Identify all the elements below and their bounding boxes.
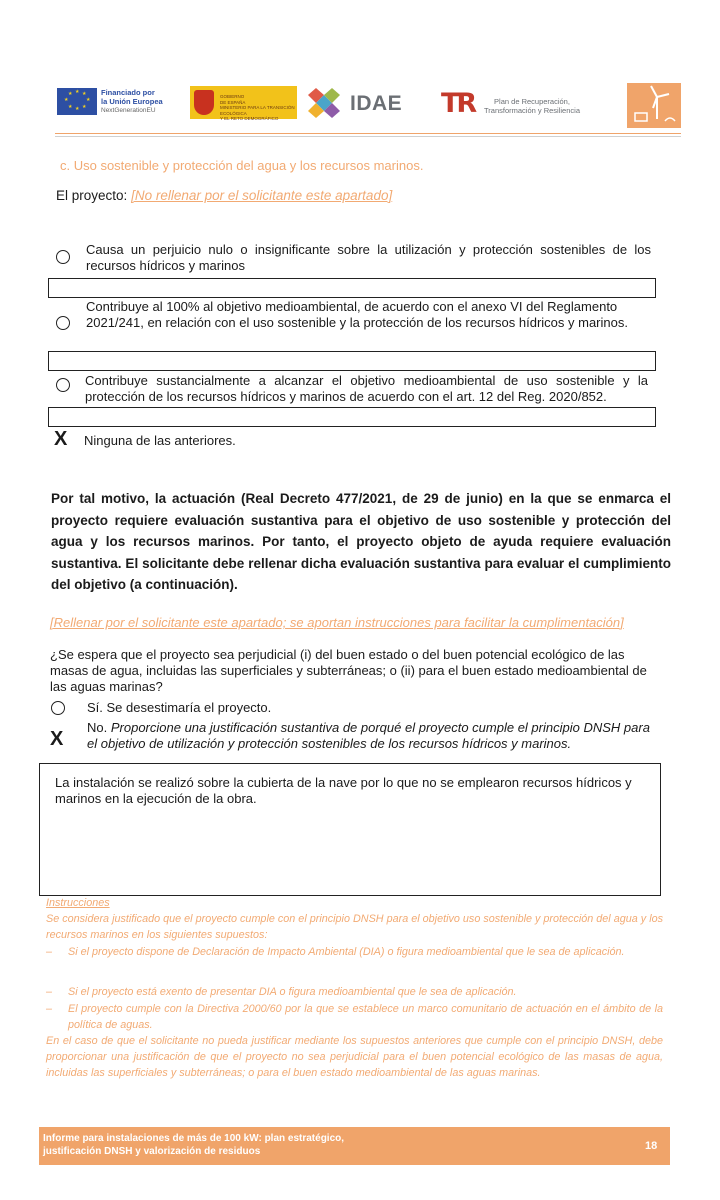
question-si-radio[interactable] — [51, 701, 65, 715]
evaluation-required-paragraph: Por tal motivo, la actuación (Real Decreto 477/2021, de 29 de junio) en la que se enmarca el proyecto requiere evaluación sustantiva para el objetivo de uso sostenible y protección del agua y los recursos marinos. Por tanto, el proyecto objeto de ayuda requiere evaluación sustantiva. El solicitante debe rellenar dicha evaluación sustantiva para evaluar el cumplimiento del objetivo (a continuación). — [51, 491, 671, 592]
instructions-bullet-2: – — [46, 986, 53, 998]
header-divider-secondary — [55, 136, 681, 137]
option-2-field[interactable] — [48, 351, 656, 371]
instructions-bullet-1: – — [46, 946, 53, 958]
idae-logo-text: IDAE — [350, 92, 403, 115]
question-text: ¿Se espera que el proyecto sea perjudicial (i) del buen estado o del buen potencial ecológico de las masas de agua, incluidas las superficiales y subterráneas; o (ii) para el buen estado medioambiental de las aguas marinas? — [50, 647, 647, 694]
instructions-item-3: El proyecto cumple con la Directiva 2000/60 por la que se establece un marco comunitario de actuación en el ámbito de la política de aguas. — [68, 1003, 663, 1031]
section-title: c. Uso sostenible y protección del agua y los recursos marinos. — [60, 158, 424, 173]
option-2-text: Contribuye al 100% al objetivo medioambiental, de acuerdo con el anexo VI del Reglamento 2021/241, en relación con el uso sostenible y la protección de los recursos hídricos y marinos. — [86, 299, 628, 330]
proyecto-line — [56, 188, 392, 203]
option-1-radio[interactable] — [56, 250, 70, 264]
instructions-intro: Se considera justificado que el proyecto cumple con el principio DNSH para el objetivo uso sostenible y protección del agua y los recursos marinos en los siguientes supuestos: — [46, 913, 663, 941]
plan-recuperacion-logo: TR — [441, 88, 475, 119]
option-3-text: Contribuye sustancialmente a alcanzar el objetivo medioambiental de uso sostenible y la protección de los recursos hídricos y marinos de acuerdo con el art. 12 del Reg. 2020/852. — [85, 373, 648, 404]
eu-funding-text: Financiado por la Unión Europea NextGenerationEU — [101, 88, 163, 114]
windmill-logo-icon — [627, 83, 681, 128]
proyecto-note: [No rellenar por el solicitante este apartado] — [131, 188, 393, 203]
spain-shield-icon — [194, 90, 214, 115]
option-1-text: Causa un perjuicio nulo o insignificante sobre la utilización y protección sostenibles de los recursos hídricos y marinos — [86, 242, 651, 273]
instructions-bullet-3: – — [46, 1003, 53, 1015]
justification-answer-text: La instalación se realizó sobre la cubierta de la nave por lo que no se emplearon recursos hídricos y marinos en la ejecución de la obra. — [55, 775, 632, 806]
question-no-checked-x-icon[interactable]: X — [50, 728, 64, 750]
option-4-text: Ninguna de las anteriores. — [84, 433, 236, 448]
page-number: 18 — [645, 1140, 658, 1152]
instructions-title: Instrucciones — [46, 897, 110, 909]
instructions-item-2: Si el proyecto está exento de presentar DIA o figura medioambiental que le sea de aplicación. — [68, 986, 517, 998]
idae-logo-icon — [302, 86, 346, 120]
instructions-item-1: Si el proyecto dispone de Declaración de Impacto Ambiental (DIA) o figura medioambiental que le sea de aplicación. — [68, 946, 625, 958]
rellenar-note: [Rellenar por el solicitante este apartado; se aportan instrucciones para facilitar la cumplimentación] — [50, 615, 624, 630]
option-2-radio[interactable] — [56, 316, 70, 330]
question-no-instruction: Proporcione una justificación sustantiva de porqué el proyecto cumple el principio DNSH para el objetivo de utilización y protección sostenibles de los recursos hídricos y marinos. — [87, 720, 650, 751]
option-4-checked-x-icon[interactable]: X — [54, 428, 68, 450]
question-no-text — [87, 720, 662, 752]
gobierno-logo: GOBIERNO DE ESPAÑA MINISTERIO PARA LA TRANSICIÓN ECOLÓGICA Y EL RETO DEMOGRÁFICO — [190, 86, 297, 119]
question-si-text: Sí. Se desestimaría el proyecto. — [87, 700, 272, 715]
option-3-radio[interactable] — [56, 378, 70, 392]
plan-recuperacion-text: Plan de Recuperación, Transformación y Resiliencia — [483, 97, 580, 115]
option-3-field[interactable] — [48, 407, 656, 427]
header-divider — [55, 133, 681, 134]
option-1-field[interactable] — [48, 278, 656, 298]
footer-title: Informe para instalaciones de más de 100 kW: plan estratégico, justificación DNSH y valorización de residuos — [43, 1133, 345, 1157]
question-no-label: No. — [87, 720, 108, 735]
proyecto-label: El proyecto: — [56, 188, 128, 203]
eu-flag-logo: ★ ★ ★ ★ ★ ★ ★ ★ — [57, 88, 97, 115]
instructions-closing: En el caso de que el solicitante no pueda justificar mediante los supuestos anteriores que cumple con el principio DNSH, debe proporcionar una justificación de que el proyecto no sea perjudicial para el buen potencial ecológico de las masas de agua, incluidas las superficiales y subterráneas; o para el buen estado medioambiental de las aguas marinas. — [46, 1035, 663, 1079]
